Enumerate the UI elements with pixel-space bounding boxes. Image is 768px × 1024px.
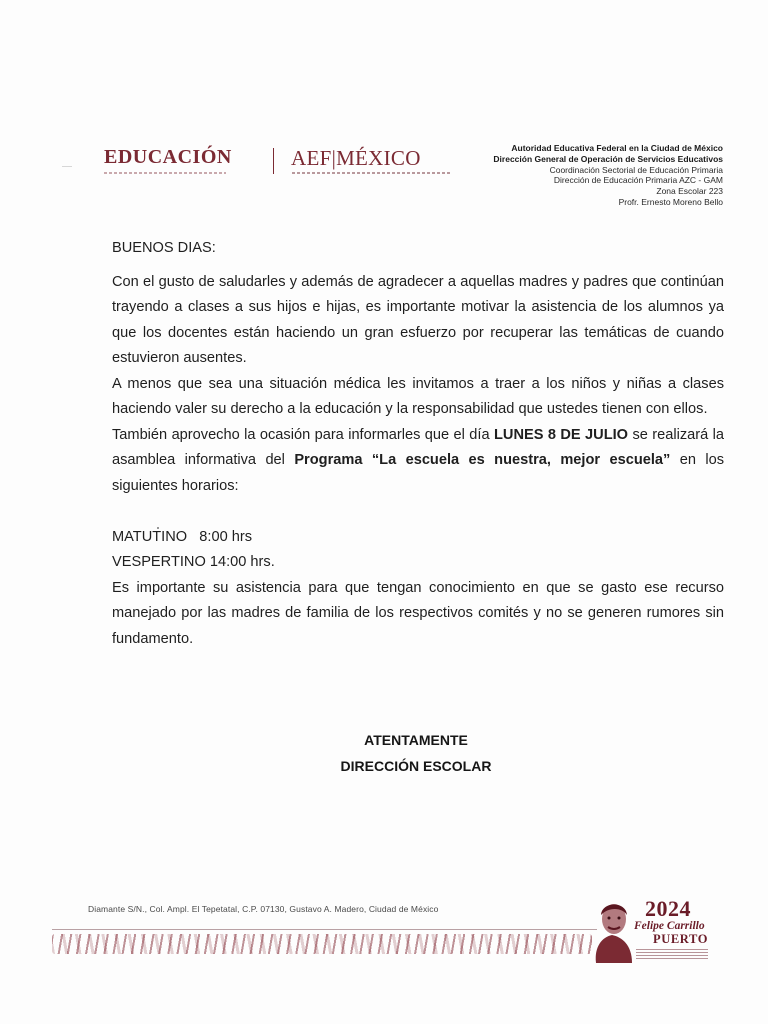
fcp-fine-print <box>636 947 708 959</box>
stray-mark <box>157 527 159 529</box>
aef-mexico-logo: AEF|MÉXICO <box>291 146 421 170</box>
fcp-place: PUERTO <box>653 932 709 946</box>
paragraph-assembly <box>112 423 724 500</box>
educacion-logo-subtitle <box>104 172 226 174</box>
greeting: BUENOS DIAS: <box>112 240 216 256</box>
letter-body <box>112 236 724 652</box>
educacion-logo: EDUCACIÓN <box>104 146 232 168</box>
authority-line: Autoridad Educativa Federal en la Ciudad de México <box>511 143 723 153</box>
assembly-text-1: También aprovecho la ocasión para informarles que el día <box>112 426 494 443</box>
portrait-icon <box>588 893 640 963</box>
authority-line: Dirección de Educación Primaria AZC - GAM <box>553 175 723 186</box>
footer-address: Diamante S/N., Col. Ampl. El Tepetatal, C.P. 07130, Gustavo A. Madero, Ciudad de México <box>88 904 439 914</box>
program-name: Programa “La escuela es nuestra, mejor escuela” <box>294 452 671 468</box>
schedule-morning: MATUTINO 8:00 hrs <box>112 528 253 545</box>
assembly-text-2: se realizará la asamblea informativa del <box>112 426 724 468</box>
assembly-text-3: en los siguientes horarios: <box>112 452 724 494</box>
paragraph-invitation: A menos que sea una situación médica les invitamos a traer a los niños y niñas a clases haciendo valer su derecho a la educación y la responsabilidad que ustedes tienen con ellos. <box>112 375 724 417</box>
paragraph-attendance: Es importante su asistencia para que tengan conocimiento en que se gasto ese recurso manejado por las madres de familia de los respectivos comités y no se generen rumores sin fundamento. <box>112 579 724 647</box>
signature: DIRECCIÓN ESCOLAR <box>340 758 492 774</box>
letterhead <box>0 0 768 215</box>
signoff <box>0 727 768 779</box>
paragraph-gratitude: Con el gusto de saludarles y además de agradecer a aquellas madres y padres que continúan trayendo a clases a sus hijos e hijas, es importante motivar la asistencia de los alumnos ya que los docentes están haciendo un gran esfuerzo por recuperar las temáticas de cuando estuvieron ausentes. <box>112 273 724 366</box>
footer-rule <box>52 929 597 930</box>
assembly-date: LUNES 8 DE JULIO <box>494 426 629 443</box>
aef-logo-subtitle <box>292 172 452 174</box>
header-dash <box>62 166 72 167</box>
authority-line: Coordinación Sectorial de Educación Primaria <box>549 164 723 175</box>
authority-line: Profr. Ernesto Moreno Bello <box>618 196 723 207</box>
authority-line: Zona Escolar 223 <box>656 186 723 197</box>
year-mark: 2024 <box>645 896 691 921</box>
logo-divider <box>273 148 274 174</box>
blank-line <box>112 499 724 525</box>
decorative-band <box>52 934 592 954</box>
authority-line: Dirección General de Operación de Servicios Educativos <box>493 153 723 164</box>
schedule-evening: VESPERTINO 14:00 hrs. <box>112 554 275 570</box>
authority-block <box>493 143 723 208</box>
closing: ATENTAMENTE <box>364 732 468 748</box>
fcp-name: Felipe Carrillo <box>634 920 705 932</box>
